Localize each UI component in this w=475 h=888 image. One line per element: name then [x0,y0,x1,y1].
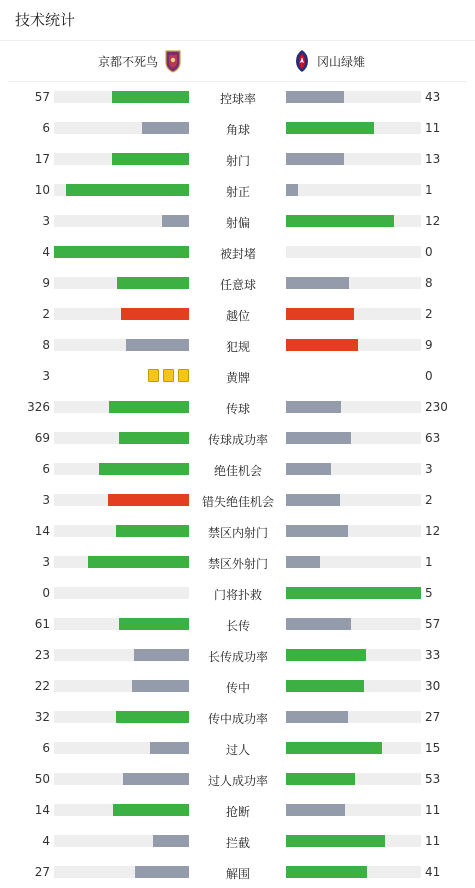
home-stat-bar [54,153,189,165]
home-stat-bar [54,556,189,568]
stat-row [0,423,475,454]
home-stat-bar [54,215,189,227]
away-stat-bar-fill [286,91,344,103]
home-stat-bar [54,308,189,320]
teams-header [8,41,467,82]
home-stat-bar-fill [135,866,189,878]
stat-row [0,113,475,144]
home-stat-bar-fill [66,184,189,196]
yellow-card-icon [163,369,174,382]
stat-label: 传中 [225,681,250,695]
home-stat-bar [54,91,189,103]
away-stat-value: 3 [425,462,433,476]
away-stat-value: 41 [425,865,441,879]
yellow-card-icon [178,369,189,382]
home-stat-value: 50 [34,772,50,786]
away-stat-bar [286,401,421,413]
home-stat-bar [54,742,189,754]
fagiano-okayama-crest-icon [293,49,311,73]
home-stat-bar-fill [132,680,189,692]
home-stat-value: 9 [42,276,50,290]
home-stat-bar-fill [121,308,189,320]
home-stat-value: 6 [42,462,50,476]
away-stat-value: 8 [425,276,433,290]
stat-row [0,175,475,206]
away-stat-bar-fill [286,835,385,847]
away-stat-bar [286,773,421,785]
away-team-name: 冈山绿雉 [317,54,366,69]
home-stat-value: 69 [34,431,50,445]
away-stat-value: 1 [425,555,433,569]
stat-row [0,454,475,485]
stat-label: 门将扑救 [213,588,262,602]
stat-row [0,671,475,702]
away-stat-bar-fill [286,711,348,723]
page-title: 技术统计 [0,0,475,41]
away-stat-value: 1 [425,183,433,197]
away-stat-bar [286,804,421,816]
home-stat-bar-fill [126,339,189,351]
away-stat-bar-fill [286,587,421,599]
home-stat-bar [54,494,189,506]
away-stat-value: 33 [425,648,441,662]
home-stat-value: 61 [34,617,50,631]
stat-label: 黄牌 [225,371,250,385]
away-stat-value: 0 [425,245,433,259]
stat-label: 抢断 [225,805,250,819]
home-stat-bar [54,866,189,878]
home-stat-value: 3 [42,555,50,569]
stat-row [0,268,475,299]
home-stat-bar [54,711,189,723]
home-stat-bar-fill [54,246,189,258]
home-stat-bar [54,463,189,475]
away-stat-bar [286,463,421,475]
home-stat-value: 326 [27,400,50,414]
away-stat-bar-fill [286,680,364,692]
away-stat-bar-fill [286,525,348,537]
stat-label: 角球 [225,123,250,137]
home-stat-value: 14 [34,803,50,817]
away-stat-bar [286,91,421,103]
stat-label: 射正 [225,185,250,199]
away-stat-bar [286,153,421,165]
home-stat-bar [54,649,189,661]
stat-row [0,392,475,423]
home-team[interactable] [98,49,182,73]
home-stat-bar [54,246,189,258]
home-stat-bar-fill [116,525,189,537]
home-stat-value: 32 [34,710,50,724]
stat-label: 传中成功率 [207,712,268,726]
stat-label: 被封堵 [219,247,256,261]
away-stat-value: 9 [425,338,433,352]
stat-row [0,516,475,547]
stat-label: 传球 [225,402,250,416]
away-stat-value: 27 [425,710,441,724]
stat-label: 射偏 [225,216,250,230]
home-stat-value: 4 [42,834,50,848]
away-stat-bar-fill [286,432,351,444]
away-stat-value: 230 [425,400,448,414]
stat-row [0,547,475,578]
away-stat-value: 11 [425,834,441,848]
stat-label: 禁区内射门 [207,526,268,540]
stats-list [0,82,475,888]
home-stat-bar-fill [117,277,189,289]
home-stat-value: 57 [34,90,50,104]
away-team[interactable] [293,49,365,73]
home-stat-value: 3 [42,214,50,228]
stat-row [0,826,475,857]
home-stat-bar-fill [153,835,189,847]
home-stat-bar [54,618,189,630]
stat-row [0,82,475,113]
home-stat-bar [54,680,189,692]
stat-row [0,206,475,237]
home-stat-bar-fill [162,215,189,227]
home-stat-value: 4 [42,245,50,259]
away-stat-bar [286,525,421,537]
stat-label: 任意球 [219,278,256,292]
stat-label: 过人成功率 [207,774,268,788]
home-stat-value: 8 [42,338,50,352]
stat-label: 解围 [225,867,250,881]
home-stat-bar-fill [88,556,189,568]
stat-row [0,578,475,609]
stat-row [0,702,475,733]
away-stat-bar [286,432,421,444]
away-stat-bar [286,649,421,661]
away-stat-bar [286,680,421,692]
away-stat-value: 43 [425,90,441,104]
away-stat-bar [286,184,421,196]
away-stat-bar [286,308,421,320]
stat-row [0,485,475,516]
away-stat-bar [286,339,421,351]
stat-row [0,795,475,826]
home-stat-bar-fill [150,742,189,754]
away-stat-value: 5 [425,586,433,600]
away-stat-bar-fill [286,153,344,165]
away-stat-value: 2 [425,307,433,321]
home-stat-bar [54,804,189,816]
home-stat-bar [54,339,189,351]
stat-label: 过人 [225,743,250,757]
home-stat-value: 10 [34,183,50,197]
home-stat-bar [54,184,189,196]
home-stat-bar [54,277,189,289]
away-stat-bar-fill [286,773,355,785]
home-stat-bar-fill [134,649,189,661]
home-stat-bar-fill [112,153,189,165]
home-stat-bar [54,122,189,134]
stat-row [0,857,475,888]
home-stat-bar-fill [119,432,189,444]
home-stat-value: 2 [42,307,50,321]
away-stat-value: 30 [425,679,441,693]
stat-label: 禁区外射门 [207,557,268,571]
away-stat-bar-fill [286,494,340,506]
home-stat-value: 14 [34,524,50,538]
home-stat-value: 3 [42,493,50,507]
away-stat-bar [286,866,421,878]
stat-row [0,144,475,175]
stat-label: 长传成功率 [207,650,268,664]
home-team-name: 京都不死鸟 [97,54,158,69]
home-stat-bar-fill [113,804,189,816]
stat-label: 射门 [225,154,250,168]
home-stat-bar [54,835,189,847]
home-stat-bar-fill [142,122,189,134]
home-stat-value: 6 [42,741,50,755]
away-stat-bar [286,215,421,227]
stat-label: 犯规 [225,340,250,354]
away-stat-bar-fill [286,122,374,134]
away-stat-bar-fill [286,804,345,816]
stat-row [0,330,475,361]
stat-row [0,609,475,640]
away-stat-value: 11 [425,121,441,135]
stat-row [0,640,475,671]
away-stat-value: 12 [425,524,441,538]
stat-label: 绝佳机会 [213,464,262,478]
home-stat-bar [54,401,189,413]
home-stat-bar [54,587,189,599]
away-stat-bar-fill [286,742,382,754]
away-stat-bar [286,556,421,568]
home-stat-bar-fill [123,773,189,785]
home-stat-value: 3 [42,369,50,383]
home-stat-bar [54,773,189,785]
stat-label: 越位 [225,309,250,323]
away-stat-bar [286,587,421,599]
away-stat-value: 0 [425,369,433,383]
home-stat-value: 0 [42,586,50,600]
home-stat-value: 22 [34,679,50,693]
stat-row [0,361,475,392]
home-stat-value: 17 [34,152,50,166]
away-stat-bar-fill [286,463,331,475]
stat-label: 控球率 [219,92,256,106]
away-stat-bar [286,494,421,506]
away-stat-bar-fill [286,556,320,568]
away-stat-value: 13 [425,152,441,166]
stat-row [0,237,475,268]
away-stat-bar [286,122,421,134]
home-stat-bar-fill [109,401,189,413]
home-stat-bar-fill [108,494,189,506]
away-stat-value: 15 [425,741,441,755]
away-stat-bar-fill [286,618,351,630]
home-stat-bar-fill [99,463,189,475]
away-stat-bar-fill [286,308,354,320]
away-stat-value: 53 [425,772,441,786]
home-yellow-cards [54,369,189,383]
away-stat-bar-fill [286,866,367,878]
away-stat-value: 11 [425,803,441,817]
away-stat-value: 63 [425,431,441,445]
away-stat-value: 57 [425,617,441,631]
home-stat-value: 23 [34,648,50,662]
kyoto-sanga-crest-icon [164,49,182,73]
stat-label: 长传 [225,619,250,633]
home-stat-value: 6 [42,121,50,135]
away-stat-value: 12 [425,214,441,228]
away-stat-bar [286,711,421,723]
away-stat-bar-fill [286,649,366,661]
stat-row [0,764,475,795]
away-stat-bar-fill [286,339,358,351]
away-stat-bar-fill [286,277,349,289]
stat-label: 传球成功率 [207,433,268,447]
away-stat-bar [286,246,421,258]
away-stat-bar [286,835,421,847]
stat-label: 错失绝佳机会 [201,495,274,509]
stat-row [0,299,475,330]
stat-row [0,733,475,764]
away-stat-bar [286,742,421,754]
home-stat-bar [54,432,189,444]
away-stat-bar-fill [286,184,298,196]
home-stat-bar-fill [119,618,189,630]
away-stat-bar-fill [286,401,341,413]
yellow-card-icon [148,369,159,382]
stat-label: 拦截 [225,836,250,850]
home-stat-bar [54,525,189,537]
away-stat-bar [286,618,421,630]
away-stat-value: 2 [425,493,433,507]
away-stat-bar [286,277,421,289]
home-stat-value: 27 [34,865,50,879]
home-stat-bar-fill [112,91,189,103]
away-stat-bar-fill [286,215,394,227]
home-stat-bar-fill [116,711,189,723]
